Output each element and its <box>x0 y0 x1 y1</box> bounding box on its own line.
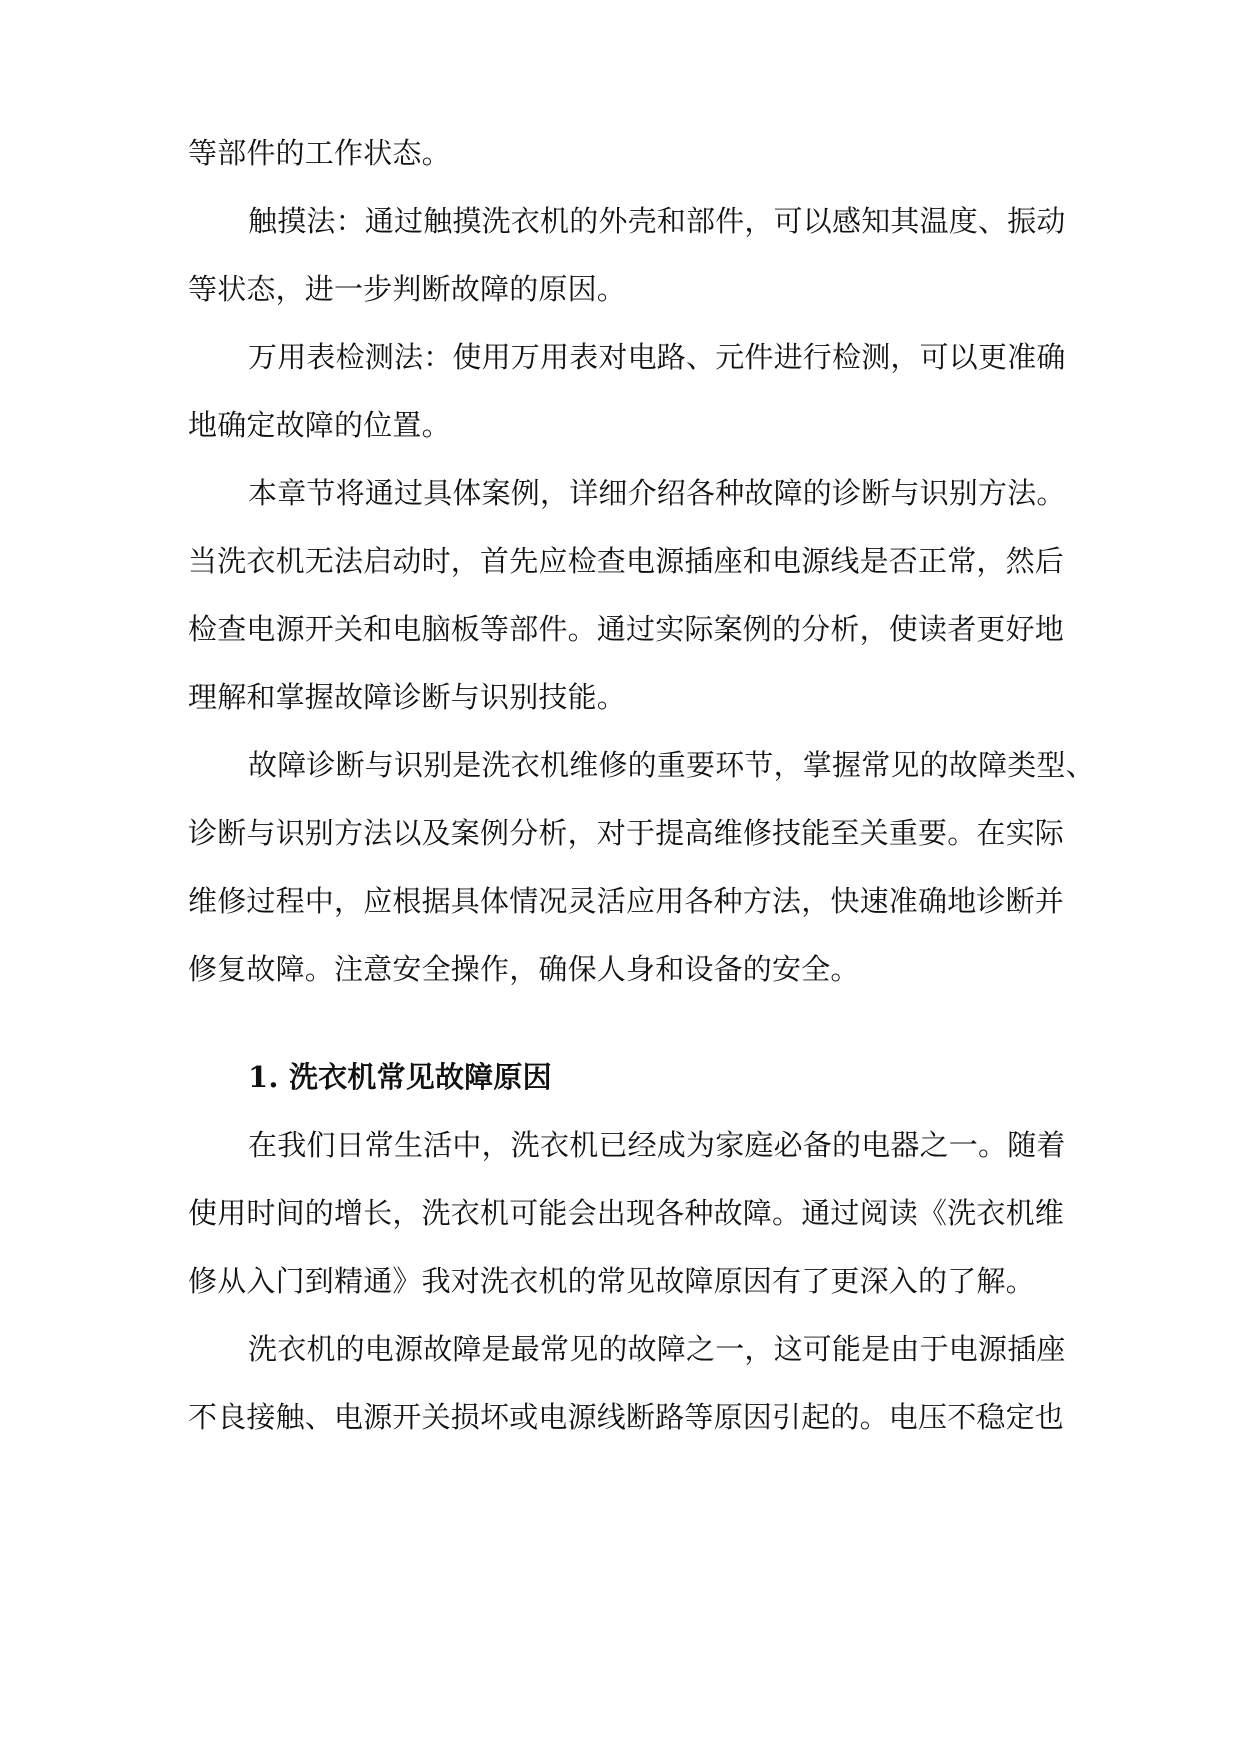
text-line: 地确定故障的位置。 <box>188 408 451 442</box>
text-line: 等部件的工作状态。 <box>188 136 451 170</box>
text-line: 在我们日常生活中，洗衣机已经成为家庭必备的电器之一。随着 <box>248 1128 1066 1162</box>
text-line: 检查电源开关和电脑板等部件。通过实际案例的分析，使读者更好地 <box>188 612 1065 646</box>
text-line: 本章节将通过具体案例，详细介绍各种故障的诊断与识别方法。 <box>248 476 1066 510</box>
text-line: 故障诊断与识别是洗衣机维修的重要环节，掌握常见的故障类型、 <box>248 748 1095 782</box>
text-line: 维修过程中，应根据具体情况灵活应用各种方法，快速准确地诊断并 <box>188 884 1065 918</box>
text-line: 诊断与识别方法以及案例分析，对于提高维修技能至关重要。在实际 <box>188 816 1065 850</box>
text-line: 修复故障。注意安全操作，确保人身和设备的安全。 <box>188 952 860 986</box>
text-line: 万用表检测法：使用万用表对电路、元件进行检测，可以更准确 <box>248 340 1066 374</box>
text-line: 修从入门到精通》我对洗衣机的常见故障原因有了更深入的了解。 <box>188 1264 1035 1298</box>
text-line: 触摸法：通过触摸洗衣机的外壳和部件，可以感知其温度、振动 <box>248 204 1066 238</box>
text-line: 洗衣机的电源故障是最常见的故障之一，这可能是由于电源插座 <box>248 1332 1066 1366</box>
text-line: 等状态，进一步判断故障的原因。 <box>188 272 627 306</box>
text-line: 理解和掌握故障诊断与识别技能。 <box>188 680 627 714</box>
text-line: 当洗衣机无法启动时，首先应检查电源插座和电源线是否正常，然后 <box>188 544 1065 578</box>
section-heading: 1. 洗衣机常见故障原因 <box>248 1060 552 1094</box>
text-line: 使用时间的增长，洗衣机可能会出现各种故障。通过阅读《洗衣机维 <box>188 1196 1065 1230</box>
text-line: 不良接触、电源开关损坏或电源线断路等原因引起的。电压不稳定也 <box>188 1400 1065 1434</box>
